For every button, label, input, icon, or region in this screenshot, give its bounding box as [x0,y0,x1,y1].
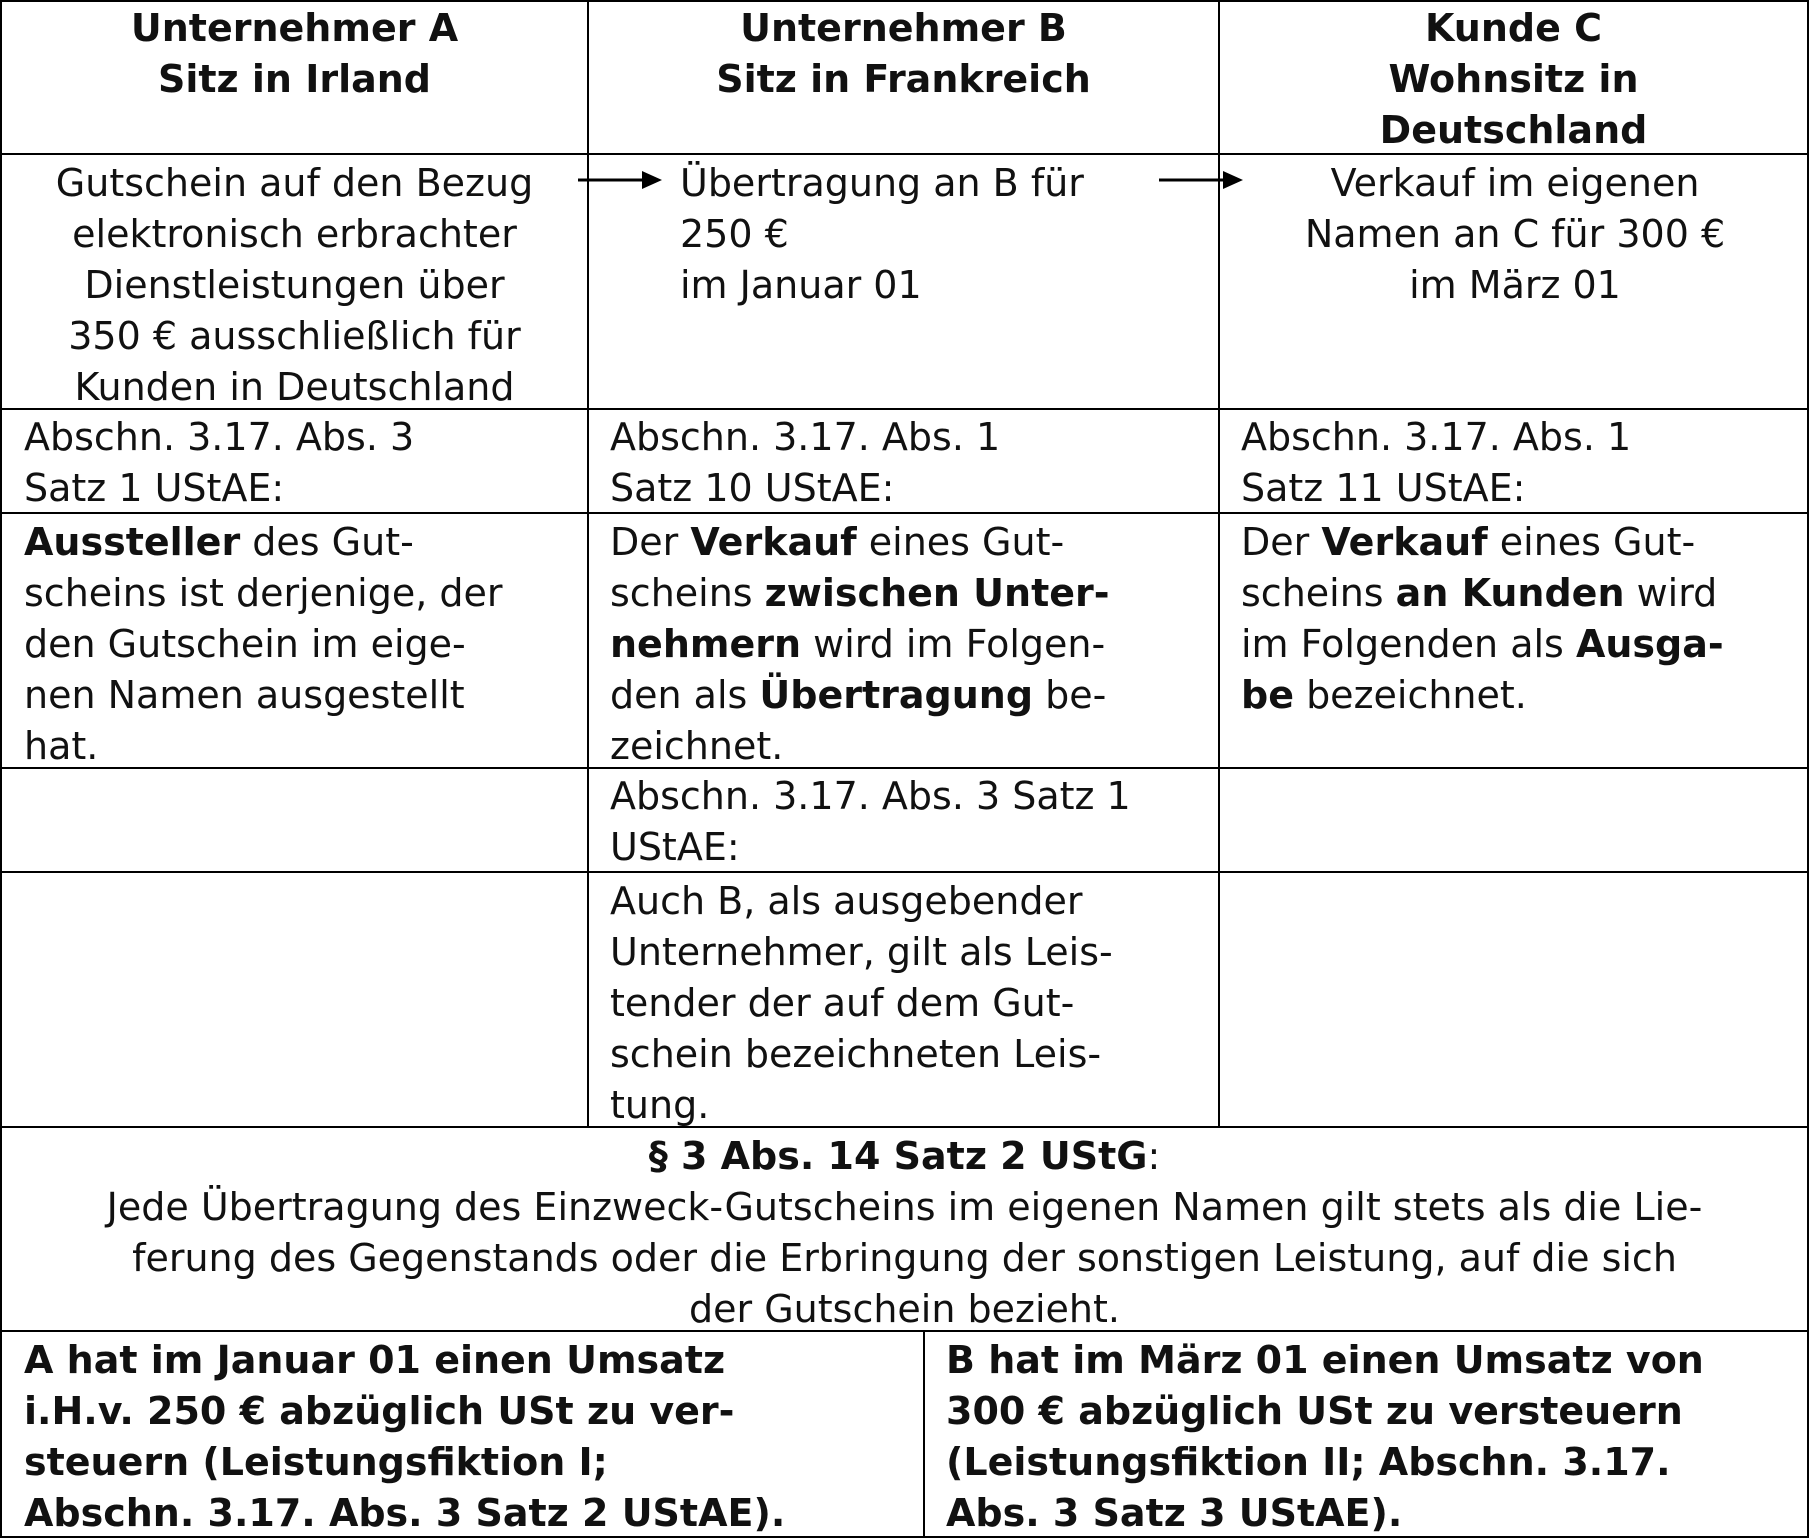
law-text: Jede Übertragung des Einzweck-Gutscheins im eigenen Namen gilt stets als die Lie- ferung des Gegenstands oder die Erbringung der sonstigen Leistung, auf die sich der Gutschein bezieht. [106,1185,1703,1331]
bold-term: Verkauf [1321,520,1488,564]
law-section [2,1131,1807,1335]
law-title [2,1131,1807,1182]
reference-b2: Abschn. 3.17. Abs. 3 Satz 1 UStAE: [610,774,1131,869]
text-run: eines Gut- [856,520,1065,564]
text-line [610,670,1215,721]
bold-term: Übertragung [759,673,1034,717]
definition-aussteller [24,517,584,772]
flow-cell-c: Verkauf im eigenen Namen an C für 300 € im März 01 [1304,161,1726,307]
text-line [1241,568,1806,619]
bold-term: Aussteller [24,520,241,564]
text-line [1241,517,1806,568]
text-line [24,517,584,568]
text-run: Der [610,520,691,564]
text-block: scheins ist derjenige, der den Gutschein im eige- nen Namen ausgestellt hat. [24,571,503,768]
column-divider [923,1330,925,1538]
header-unternehmer-b: Unternehmer B Sitz in Frankreich [716,6,1091,101]
result-b: B hat im März 01 einen Umsatz von 300 € abzüglich USt zu versteuern (Leistungsfiktion II; Abschn. 3.17. Abs. 3 Satz 3 UStAE). [946,1338,1704,1535]
text-line: zeichnet. [610,724,784,768]
bold-term: be [1241,673,1294,717]
text-line [1241,670,1806,721]
reference-a: Abschn. 3.17. Abs. 3 Satz 1 UStAE: [24,415,415,510]
result-a: A hat im Januar 01 einen Umsatz i.H.v. 250 € abzüglich USt zu ver- steuern (Leistungsfiktion I; Abschn. 3.17. Abs. 3 Satz 2 UStAE). [24,1338,786,1535]
arrow-right-icon [1157,168,1247,192]
text-line [610,568,1215,619]
bold-term: nehmern [610,622,802,666]
bold-term: Verkauf [690,520,857,564]
text-line [1241,619,1806,670]
text-run: bezeichnet. [1293,673,1527,717]
header-unternehmer-a: Unternehmer A Sitz in Irland [130,6,459,101]
definition-ausgabe [1241,517,1806,721]
text-run: wird im Folgen- [801,622,1106,666]
flow-cell-a: Gutschein auf den Bezug elektronisch erbrachter Dienstleistungen über 350 € ausschließlich für Kunden in Deutschland [55,161,534,409]
reference-b: Abschn. 3.17. Abs. 1 Satz 10 UStAE: [610,415,1001,510]
text-run: im Folgenden als [1241,622,1576,666]
text-run: : [1147,1134,1161,1178]
b-issuer-note: Auch B, als ausgebender Unternehmer, gilt als Leis- tender der auf dem Gut- schein bezeichneten Leis- tung. [610,879,1113,1127]
text-run: den als [610,673,760,717]
text-run: des Gut- [240,520,414,564]
reference-c: Abschn. 3.17. Abs. 1 Satz 11 UStAE: [1241,415,1632,510]
header-kunde-c: Kunde C Wohnsitz in Deutschland [1379,6,1648,152]
arrow-right-icon [576,168,666,192]
definition-uebertragung [610,517,1215,772]
flow-cell-b: Übertragung an B für 250 € im Januar 01 [680,161,1084,307]
table-border-top [0,0,1809,2]
text-run: scheins [610,571,765,615]
text-line [610,619,1215,670]
text-run: eines Gut- [1487,520,1696,564]
bold-term: Ausga- [1575,622,1724,666]
bold-term: an Kunden [1395,571,1625,615]
text-line [610,517,1215,568]
text-run: be- [1033,673,1107,717]
law-citation: § 3 Abs. 14 Satz 2 UStG [648,1134,1148,1178]
text-run: scheins [1241,571,1396,615]
text-run: Der [1241,520,1322,564]
text-run: wird [1624,571,1718,615]
bold-term: zwischen Unter- [764,571,1110,615]
